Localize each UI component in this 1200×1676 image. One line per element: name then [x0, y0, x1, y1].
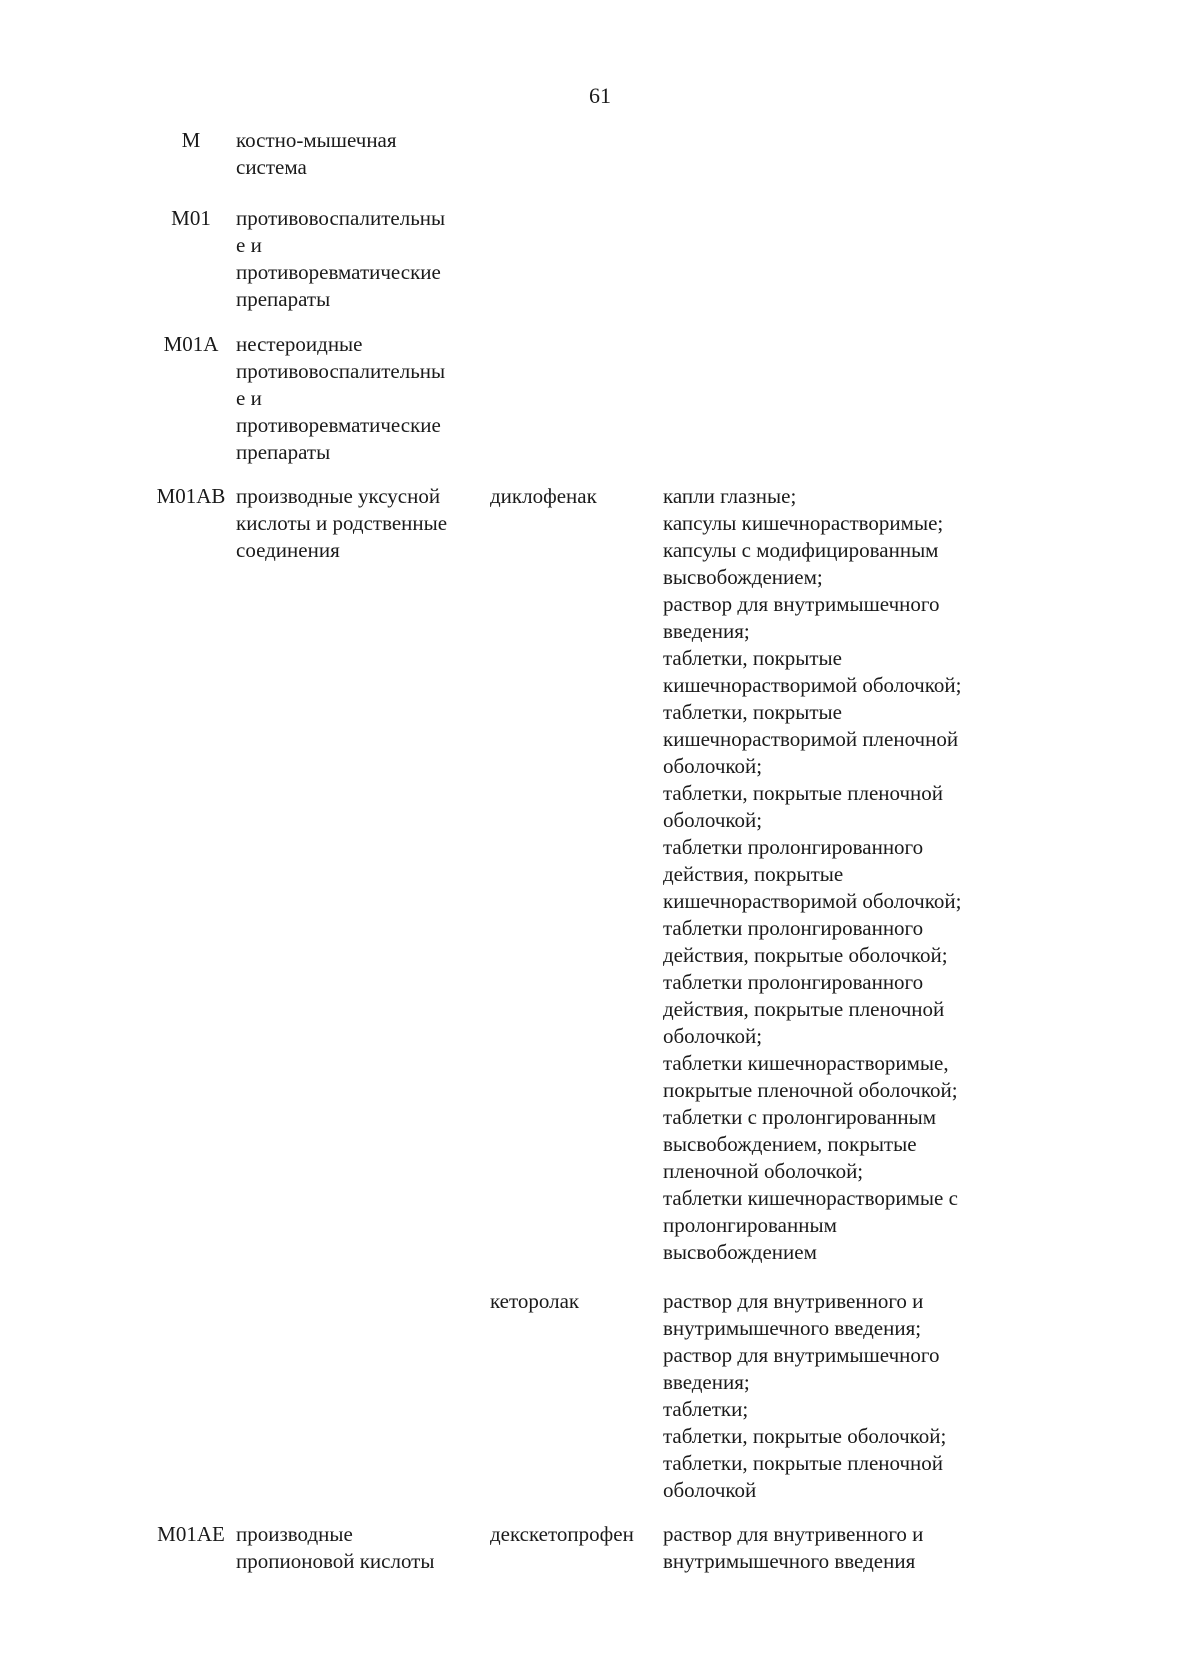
atc-code: M — [181, 128, 201, 152]
drug-name: диклофенак — [490, 484, 597, 508]
dosage-form: таблетки кишечнорастворимые, — [663, 1051, 949, 1075]
drug-name: декскетопрофен — [490, 1522, 634, 1546]
atc-code: M01A — [163, 332, 219, 356]
dosage-form: таблетки кишечнорастворимые с — [663, 1186, 958, 1210]
dosage-form: высвобождением; — [663, 565, 823, 589]
drug-name: кеторолак — [490, 1289, 580, 1313]
dosage-form: высвобождением — [663, 1240, 817, 1264]
dosage-form: таблетки, покрытые пленочной — [663, 781, 944, 805]
group-name-line: противовоспалительны — [236, 359, 446, 383]
dosage-form: оболочкой; — [663, 754, 763, 778]
dosage-form: действия, покрытые — [663, 862, 844, 886]
dosage-form: оболочкой; — [663, 808, 763, 832]
group-name-line: противоревматические — [236, 413, 441, 437]
dosage-form: пролонгированным — [663, 1213, 837, 1237]
dosage-form: действия, покрытые пленочной — [663, 997, 945, 1021]
group-name-line: противовоспалительны — [236, 206, 446, 230]
group-name-line: нестероидные — [236, 332, 363, 356]
dosage-form: внутримышечного введения — [663, 1549, 916, 1573]
dosage-form: введения; — [663, 1370, 750, 1394]
group-name-line: производные уксусной — [236, 484, 441, 508]
group-name-line: е и — [236, 233, 262, 257]
dosage-form: введения; — [663, 619, 750, 643]
dosage-form: таблетки с пролонгированным — [663, 1105, 937, 1129]
dosage-form: покрытые пленочной оболочкой; — [663, 1078, 958, 1102]
dosage-form: высвобождением, покрытые — [663, 1132, 917, 1156]
dosage-form: таблетки пролонгированного — [663, 835, 924, 859]
atc-code: M01AE — [157, 1522, 225, 1546]
group-name-line: препараты — [236, 440, 331, 464]
dosage-form: пленочной оболочкой; — [663, 1159, 864, 1183]
dosage-form: таблетки, покрытые оболочкой; — [663, 1424, 947, 1448]
dosage-form: раствор для внутримышечного — [663, 1343, 940, 1367]
dosage-form: таблетки, покрытые пленочной — [663, 1451, 944, 1475]
dosage-form: раствор для внутривенного и — [663, 1289, 924, 1313]
group-name-line: производные — [236, 1522, 353, 1546]
dosage-form: оболочкой; — [663, 1024, 763, 1048]
dosage-form: капсулы с модифицированным — [663, 538, 939, 562]
group-name-line: препараты — [236, 287, 331, 311]
group-name-line: соединения — [236, 538, 340, 562]
group-name-line: е и — [236, 386, 262, 410]
dosage-form: действия, покрытые оболочкой; — [663, 943, 948, 967]
dosage-form: капсулы кишечнорастворимые; — [663, 511, 944, 535]
dosage-forms — [663, 483, 1023, 1266]
group-name-line: пропионовой кислоты — [236, 1549, 435, 1573]
group-name — [236, 331, 476, 466]
group-name — [236, 483, 476, 564]
group-name-line: противоревматические — [236, 260, 441, 284]
dosage-form: оболочкой — [663, 1478, 757, 1502]
dosage-form: таблетки, покрытые — [663, 646, 842, 670]
dosage-form: кишечнорастворимой пленочной — [663, 727, 959, 751]
group-name — [236, 1521, 476, 1575]
group-name — [236, 205, 476, 313]
page-number: 61 — [589, 83, 611, 108]
dosage-form: таблетки пролонгированного — [663, 970, 924, 994]
dosage-form: раствор для внутримышечного — [663, 592, 940, 616]
atc-code: M01 — [171, 206, 211, 230]
dosage-form: таблетки; — [663, 1397, 749, 1421]
atc-code: M01AB — [156, 484, 226, 508]
dosage-form: капли глазные; — [663, 484, 797, 508]
dosage-forms — [663, 1521, 1023, 1575]
dosage-forms — [663, 1288, 1023, 1504]
group-name — [236, 127, 476, 181]
group-name-line: система — [236, 155, 307, 179]
dosage-form: внутримышечного введения; — [663, 1316, 922, 1340]
dosage-form: таблетки пролонгированного — [663, 916, 924, 940]
dosage-form: раствор для внутривенного и — [663, 1522, 924, 1546]
dosage-form: кишечнорастворимой оболочкой; — [663, 889, 962, 913]
dosage-form: кишечнорастворимой оболочкой; — [663, 673, 962, 697]
group-name-line: костно-мышечная — [236, 128, 397, 152]
dosage-form: таблетки, покрытые — [663, 700, 842, 724]
group-name-line: кислоты и родственные — [236, 511, 448, 535]
